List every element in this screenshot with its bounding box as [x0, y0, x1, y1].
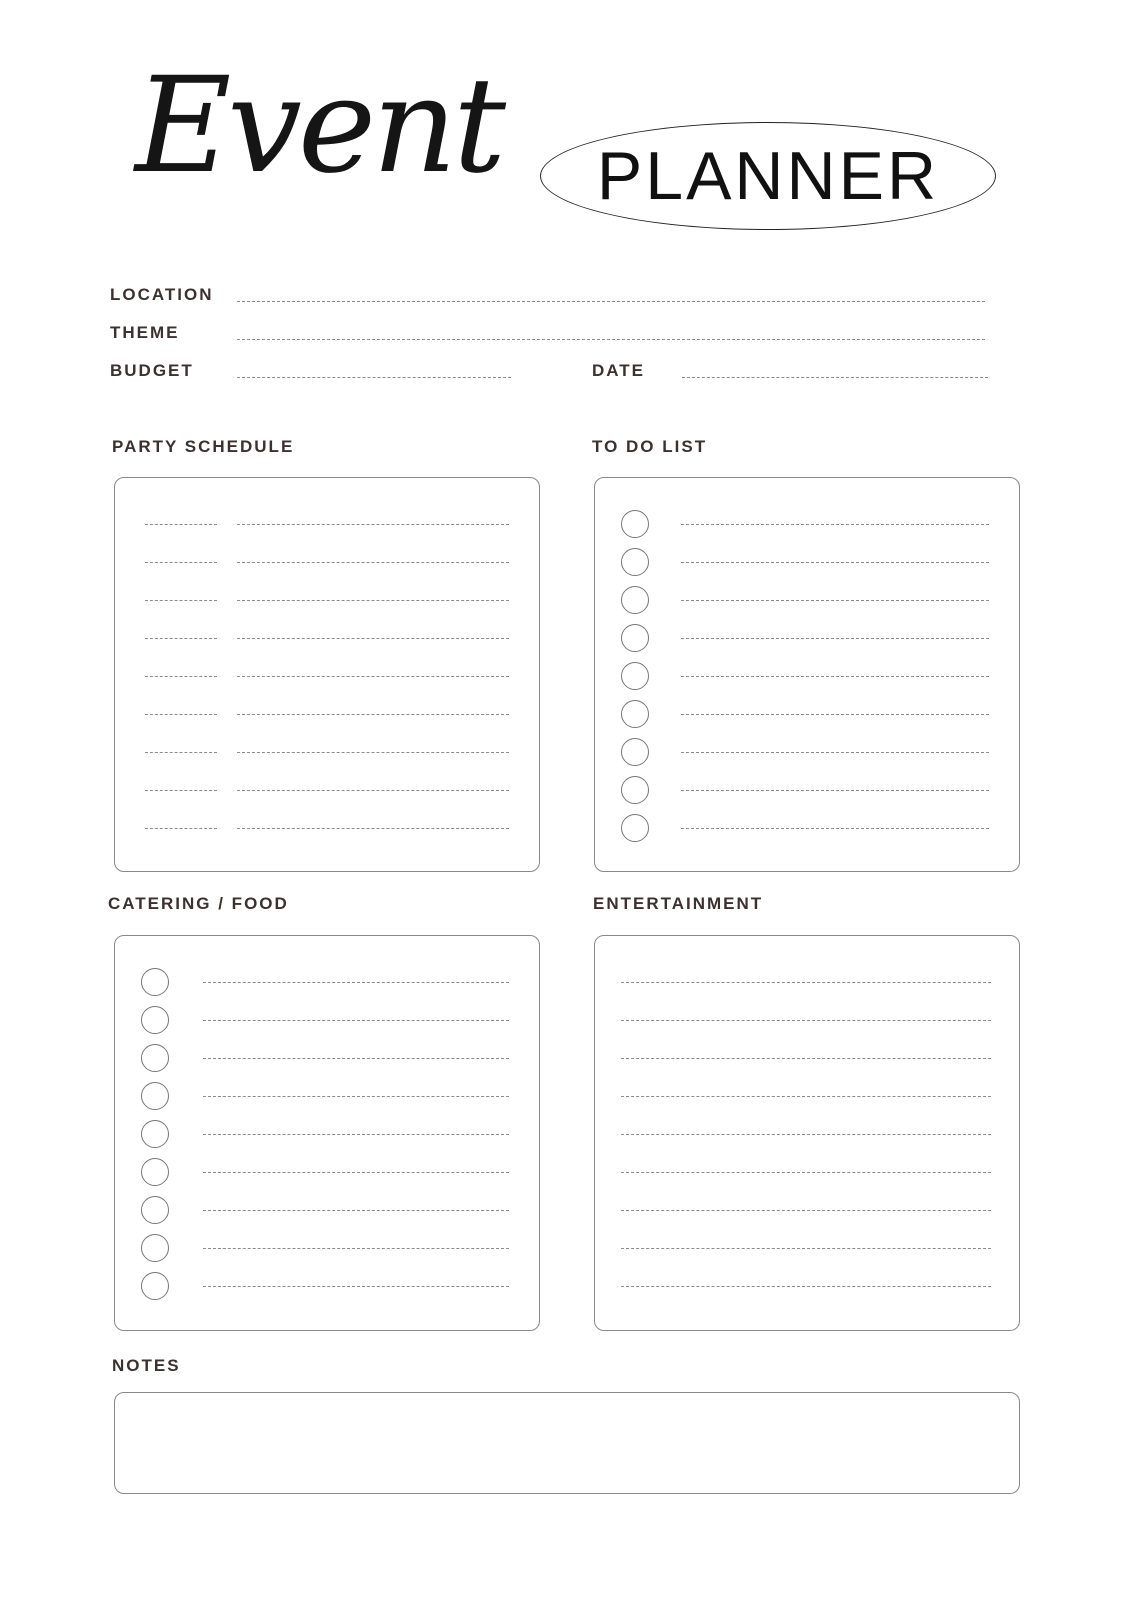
schedule-item-line[interactable] — [237, 524, 509, 525]
todo-checkbox[interactable] — [621, 776, 649, 804]
schedule-time-line[interactable] — [145, 600, 217, 601]
todo-item-line[interactable] — [681, 524, 989, 525]
todo-list-box — [594, 477, 1020, 872]
location-line[interactable] — [237, 301, 985, 302]
date-line[interactable] — [682, 377, 988, 378]
catering-item-line[interactable] — [203, 1210, 509, 1211]
schedule-time-line[interactable] — [145, 828, 217, 829]
catering-checkbox[interactable] — [141, 1234, 169, 1262]
date-label: DATE — [592, 361, 646, 380]
todo-checkbox[interactable] — [621, 510, 649, 538]
catering-item-line[interactable] — [203, 1058, 509, 1059]
catering-checkbox[interactable] — [141, 1272, 169, 1300]
schedule-item-line[interactable] — [237, 790, 509, 791]
notes-box[interactable] — [114, 1392, 1020, 1494]
entertainment-item-line[interactable] — [621, 1210, 991, 1211]
catering-checkbox[interactable] — [141, 1044, 169, 1072]
entertainment-item-line[interactable] — [621, 1096, 991, 1097]
todo-checkbox[interactable] — [621, 586, 649, 614]
schedule-item-line[interactable] — [237, 562, 509, 563]
catering-checkbox[interactable] — [141, 968, 169, 996]
schedule-item-line[interactable] — [237, 676, 509, 677]
entertainment-item-line[interactable] — [621, 1134, 991, 1135]
theme-line[interactable] — [237, 339, 985, 340]
catering-box — [114, 935, 540, 1331]
todo-checkbox[interactable] — [621, 548, 649, 576]
todo-item-line[interactable] — [681, 562, 989, 563]
title-script-event: Event — [135, 49, 503, 203]
todo-checkbox[interactable] — [621, 738, 649, 766]
schedule-time-line[interactable] — [145, 752, 217, 753]
catering-item-line[interactable] — [203, 1020, 509, 1021]
schedule-item-line[interactable] — [237, 638, 509, 639]
catering-checkbox[interactable] — [141, 1196, 169, 1224]
party-schedule-box — [114, 477, 540, 872]
schedule-time-line[interactable] — [145, 676, 217, 677]
budget-label: BUDGET — [110, 361, 194, 380]
catering-label: CATERING / FOOD — [108, 894, 289, 913]
todo-checkbox[interactable] — [621, 624, 649, 652]
catering-item-line[interactable] — [203, 1096, 509, 1097]
catering-checkbox[interactable] — [141, 1006, 169, 1034]
budget-line[interactable] — [237, 377, 511, 378]
schedule-time-line[interactable] — [145, 524, 217, 525]
todo-checkbox[interactable] — [621, 814, 649, 842]
schedule-time-line[interactable] — [145, 714, 217, 715]
schedule-item-line[interactable] — [237, 828, 509, 829]
entertainment-label: ENTERTAINMENT — [593, 894, 764, 913]
party-schedule-label: PARTY SCHEDULE — [112, 437, 295, 456]
schedule-time-line[interactable] — [145, 790, 217, 791]
entertainment-box — [594, 935, 1020, 1331]
todo-item-line[interactable] — [681, 676, 989, 677]
catering-item-line[interactable] — [203, 1286, 509, 1287]
entertainment-item-line[interactable] — [621, 982, 991, 983]
entertainment-item-line[interactable] — [621, 1058, 991, 1059]
catering-item-line[interactable] — [203, 1134, 509, 1135]
title-planner: PLANNER — [596, 138, 940, 214]
location-label: LOCATION — [110, 285, 214, 304]
catering-checkbox[interactable] — [141, 1120, 169, 1148]
todo-item-line[interactable] — [681, 752, 989, 753]
todo-checkbox[interactable] — [621, 700, 649, 728]
catering-item-line[interactable] — [203, 1248, 509, 1249]
todo-item-line[interactable] — [681, 828, 989, 829]
catering-item-line[interactable] — [203, 982, 509, 983]
schedule-item-line[interactable] — [237, 714, 509, 715]
entertainment-item-line[interactable] — [621, 1172, 991, 1173]
todo-item-line[interactable] — [681, 638, 989, 639]
todo-list-label: TO DO LIST — [592, 437, 708, 456]
schedule-time-line[interactable] — [145, 638, 217, 639]
schedule-item-line[interactable] — [237, 600, 509, 601]
todo-item-line[interactable] — [681, 790, 989, 791]
todo-item-line[interactable] — [681, 600, 989, 601]
title-oval — [540, 122, 996, 230]
entertainment-item-line[interactable] — [621, 1248, 991, 1249]
catering-checkbox[interactable] — [141, 1082, 169, 1110]
notes-label: NOTES — [112, 1356, 181, 1375]
catering-item-line[interactable] — [203, 1172, 509, 1173]
todo-item-line[interactable] — [681, 714, 989, 715]
schedule-time-line[interactable] — [145, 562, 217, 563]
catering-checkbox[interactable] — [141, 1158, 169, 1186]
schedule-item-line[interactable] — [237, 752, 509, 753]
entertainment-item-line[interactable] — [621, 1286, 991, 1287]
todo-checkbox[interactable] — [621, 662, 649, 690]
entertainment-item-line[interactable] — [621, 1020, 991, 1021]
theme-label: THEME — [110, 323, 180, 342]
